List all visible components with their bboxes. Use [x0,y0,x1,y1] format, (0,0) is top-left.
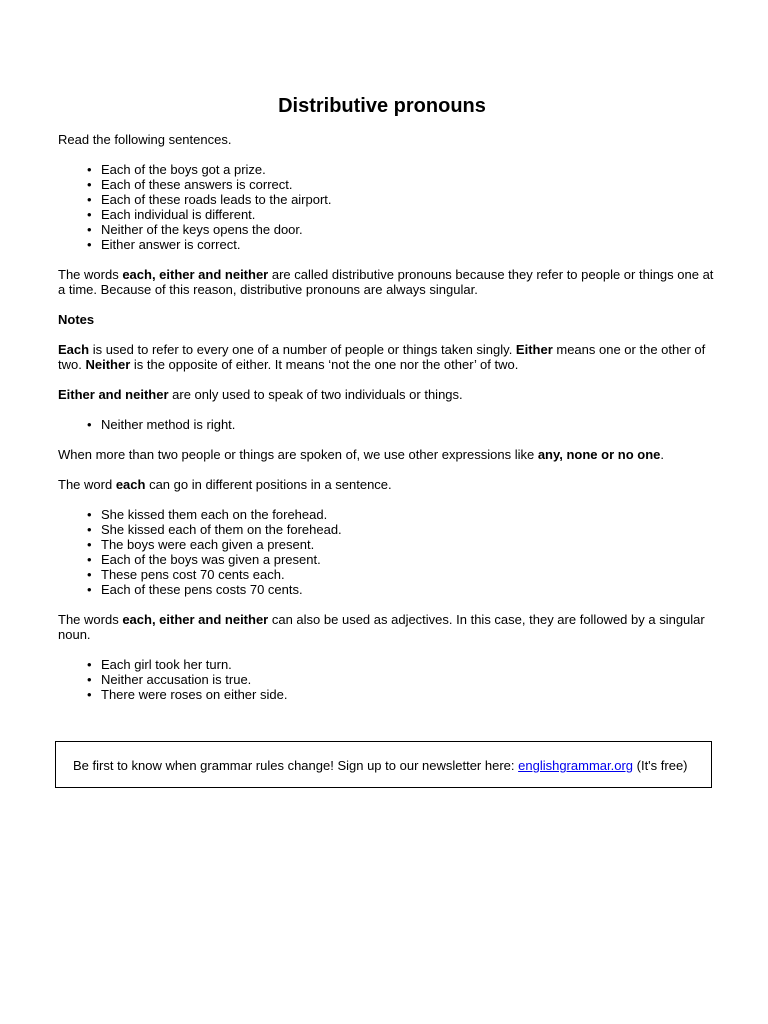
bold-term: each, either and neither [122,612,269,627]
text-run: means one or the other of two. [58,342,706,372]
list-item: • Either answer is correct. [101,237,714,252]
bold-term: Either and neither [58,387,169,402]
bold-term: Neither [85,357,131,372]
text-run: can go in different positions in a sentence. [145,477,392,492]
positions-paragraph [58,477,714,492]
list-item: • Each girl took her turn. [101,657,714,672]
newsletter-suffix: (It's free) [633,758,688,773]
text-run: The word [58,477,116,492]
example-list-2 [58,417,714,432]
more-than-two-paragraph [58,447,714,462]
text-run: is the opposite of either. It means ‘not the one nor the other’ of two. [130,357,519,372]
list-item: • Each of the boys got a prize. [101,162,714,177]
notes-heading-text: Notes [58,312,95,327]
list-item: • Each of these pens costs 70 cents. [101,582,714,597]
list-item: • Each of these answers is correct. [101,177,714,192]
bold-term: any, none or no one [537,447,661,462]
text-run: are called distributive pronouns because they refer to people or things one at a time. Because of this reason, distributive pronouns are always singular. [58,267,714,297]
bold-term: Each [58,342,90,357]
text-run: When more than two people or things are spoken of, we use other expressions like [58,447,538,462]
text-run: The words [58,267,123,282]
list-item: • The boys were each given a present. [101,537,714,552]
newsletter-text [73,758,688,773]
bold-term: Either [515,342,553,357]
adjectives-paragraph [58,612,714,642]
example-list-3 [58,507,714,597]
page-title: Distributive pronouns [278,95,486,117]
text-run: The words [58,612,123,627]
bold-term: each, either and neither [122,267,269,282]
intro-paragraph: Read the following sentences. [58,132,232,147]
newsletter-link[interactable]: englishgrammar.org [518,758,634,773]
text-run: . [660,447,664,462]
text-run: is used to refer to every one of a number of people or things taken singly. [89,342,516,357]
list-item: • Neither of the keys opens the door. [101,222,714,237]
newsletter-box [55,741,712,788]
newsletter-message: Be first to know when grammar rules change! Sign up to our newsletter here: [73,758,519,773]
notes-paragraph [58,342,714,372]
example-list-1 [58,162,714,252]
text-run: are only used to speak of two individuals or things. [168,387,463,402]
example-list-4 [58,657,714,702]
list-item: • There were roses on either side. [101,687,714,702]
list-item: • She kissed them each on the forehead. [101,507,714,522]
list-item: • Each of these roads leads to the airport. [101,192,714,207]
definition-paragraph [58,267,714,297]
list-item: • Each of the boys was given a present. [101,552,714,567]
notes-heading [58,312,714,327]
either-neither-paragraph [58,387,714,402]
bold-term: each [115,477,146,492]
list-item: • She kissed each of them on the forehead. [101,522,714,537]
list-item: • Neither method is right. [101,417,714,432]
list-item: • Each individual is different. [101,207,714,222]
list-item: • These pens cost 70 cents each. [101,567,714,582]
text-run: can also be used as adjectives. In this case, they are followed by a singular noun. [58,612,705,642]
list-item: • Neither accusation is true. [101,672,714,687]
document-body [58,132,714,717]
